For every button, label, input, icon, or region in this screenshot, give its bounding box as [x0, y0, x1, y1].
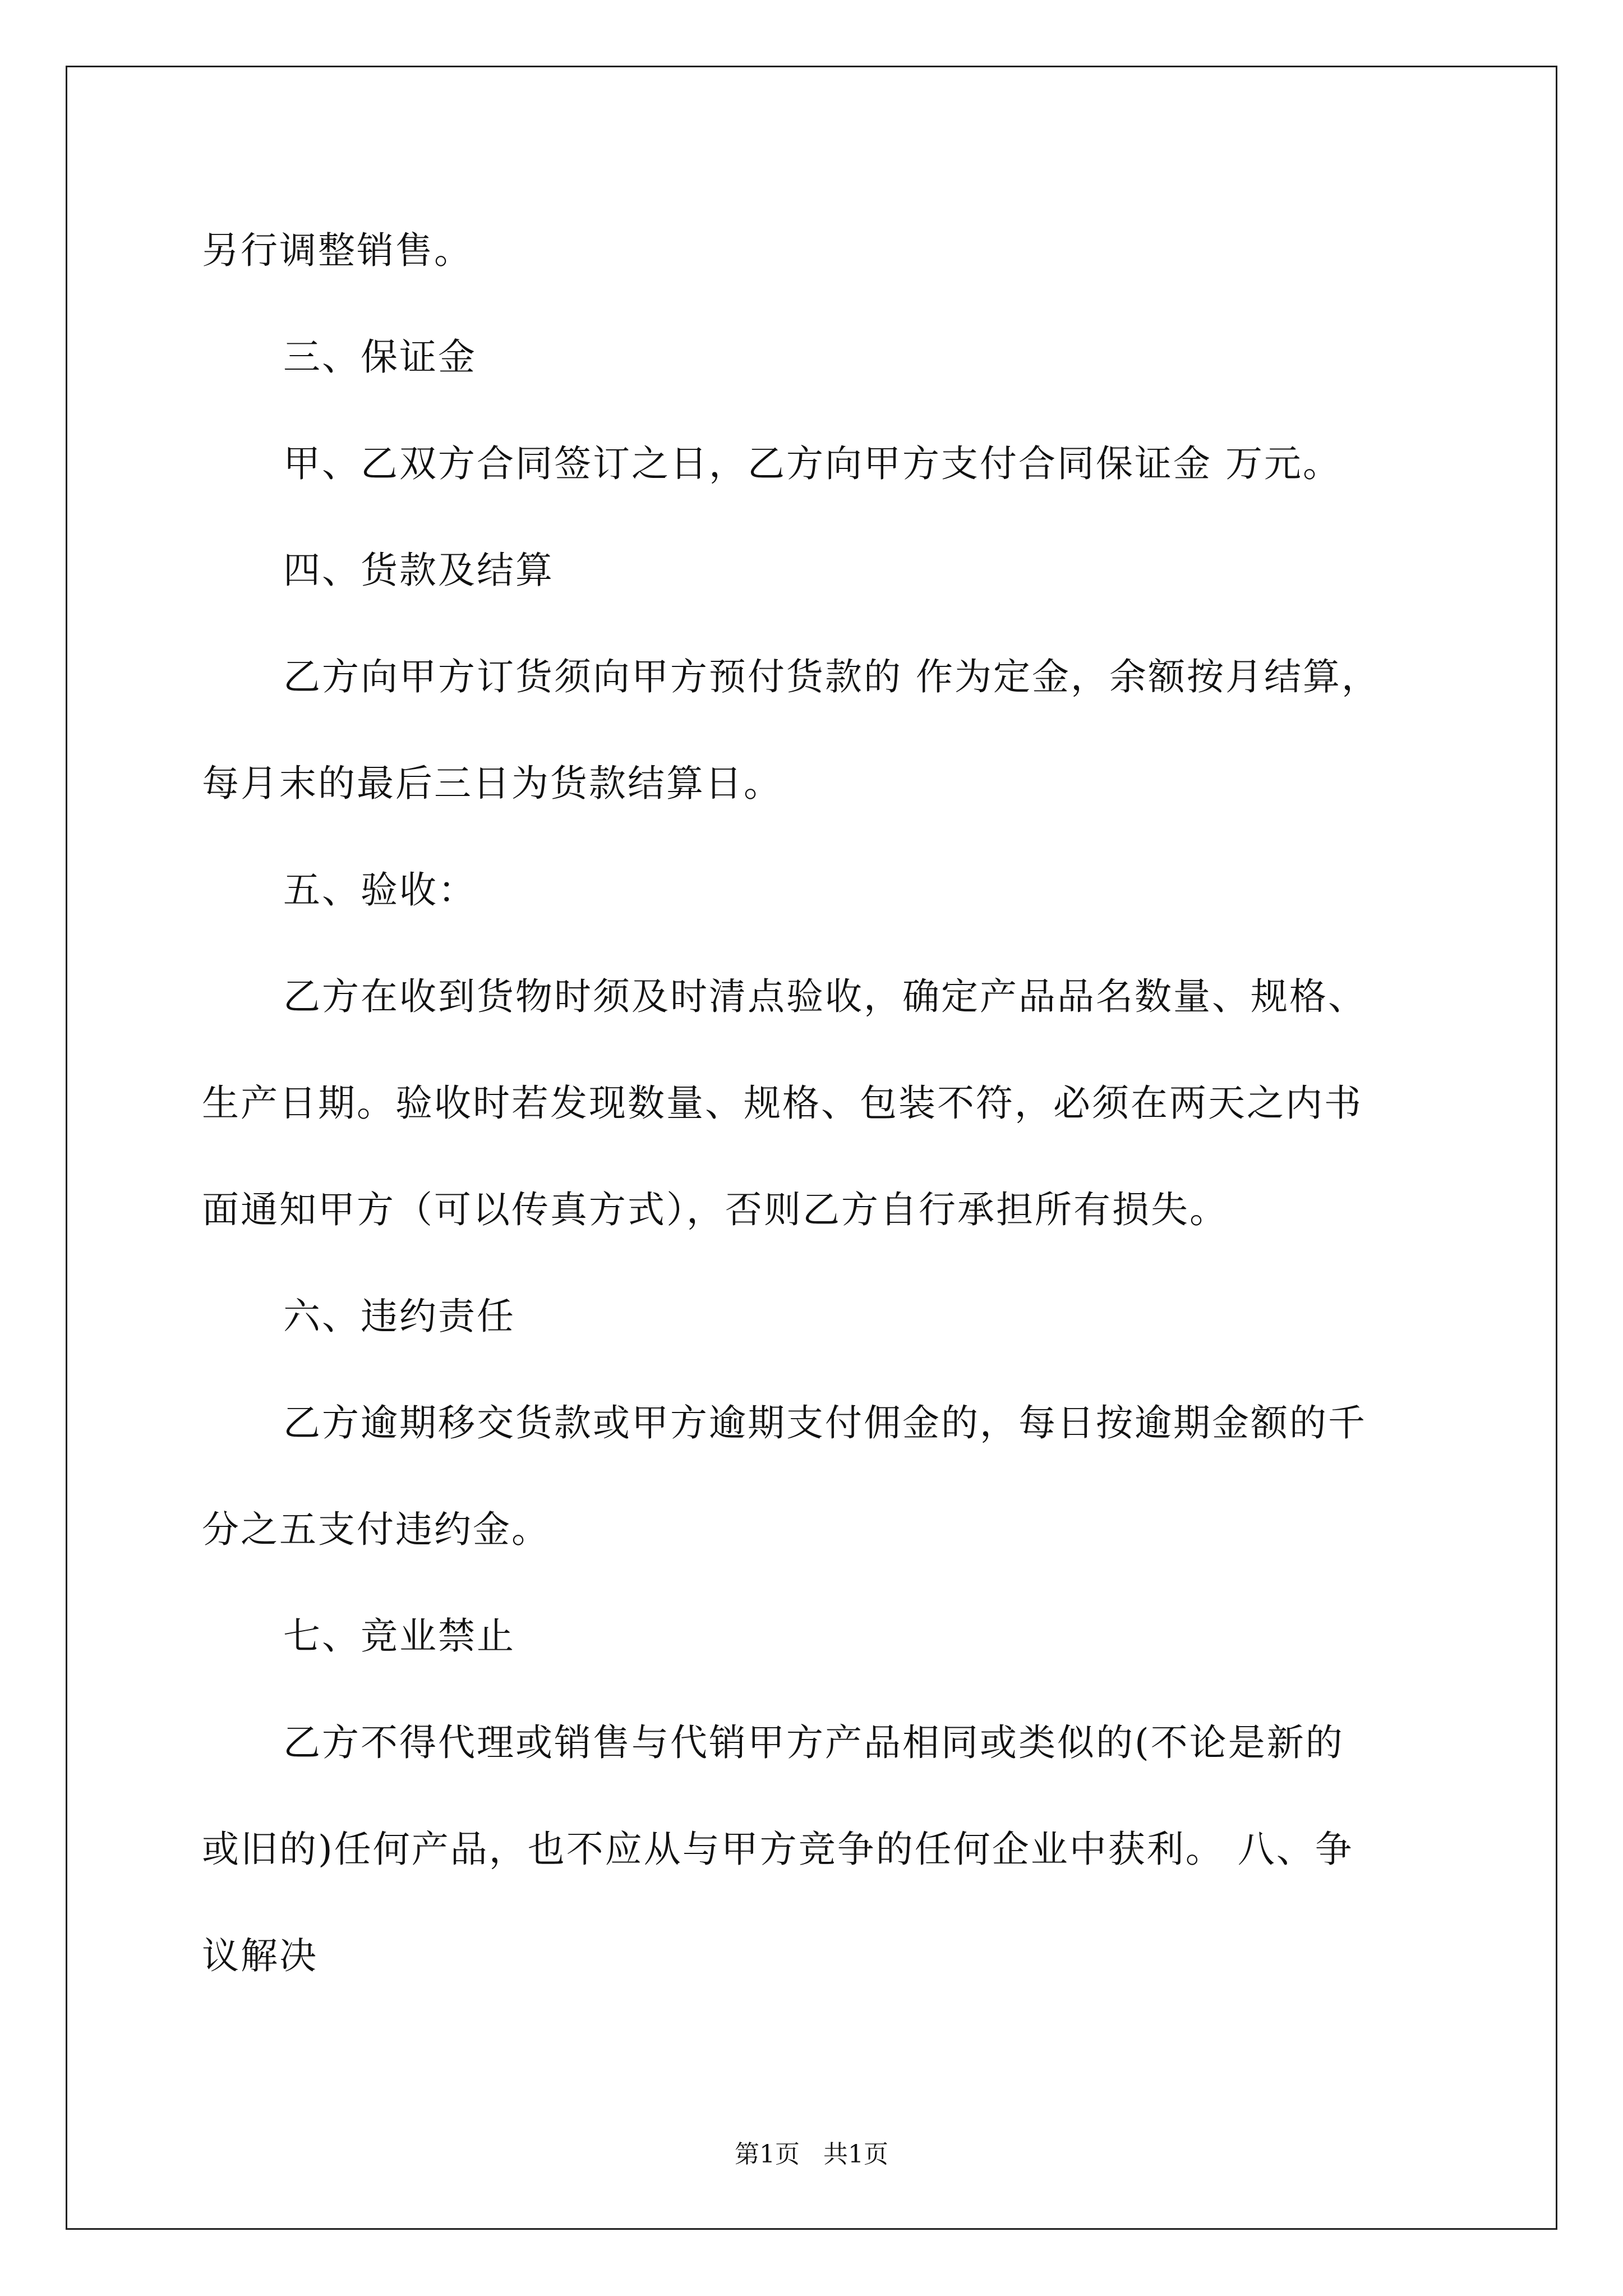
text-line: 面通知甲方（可以传真方式），否则乙方自行承担所有损失。 [202, 1188, 1228, 1231]
text-line: 或旧的)任何产品，也不应从与甲方竞争的任何企业中获利。 八、争 [202, 1828, 1354, 1871]
page-border [66, 66, 1557, 2230]
text-line: 分之五支付违约金。 [202, 1508, 550, 1551]
text-line: 乙方不得代理或销售与代销甲方产品相同或类似的(不论是新的 [283, 1721, 1344, 1764]
text-line: 甲、乙双方合同签订之日，乙方向甲方支付合同保证金 万元。 [283, 442, 1341, 485]
text-line: 议解决 [202, 1934, 318, 1977]
text-line: 每月末的最后三日为货款结算日。 [202, 762, 782, 805]
section-heading: 七、竞业禁止 [283, 1614, 515, 1658]
section-heading: 五、验收： [283, 868, 477, 912]
text-line: 乙方向甲方订货须向甲方预付货款的 作为定金，余额按月结算， [283, 655, 1380, 698]
text-line: 生产日期。验收时若发现数量、规格、包装不符，必须在两天之内书 [202, 1082, 1363, 1125]
text-line: 乙方在收到货物时须及时清点验收，确定产品品名数量、规格、 [283, 975, 1367, 1018]
text-line: 乙方逾期移交货款或甲方逾期支付佣金的，每日按逾期金额的千 [283, 1401, 1367, 1444]
section-heading: 四、货款及结算 [283, 549, 554, 592]
text-line: 另行调整销售。 [202, 229, 473, 272]
section-heading: 三、保证金 [283, 335, 477, 379]
section-heading: 六、违约责任 [283, 1295, 515, 1338]
page-footer: 第1页 共1页 [735, 2140, 888, 2169]
